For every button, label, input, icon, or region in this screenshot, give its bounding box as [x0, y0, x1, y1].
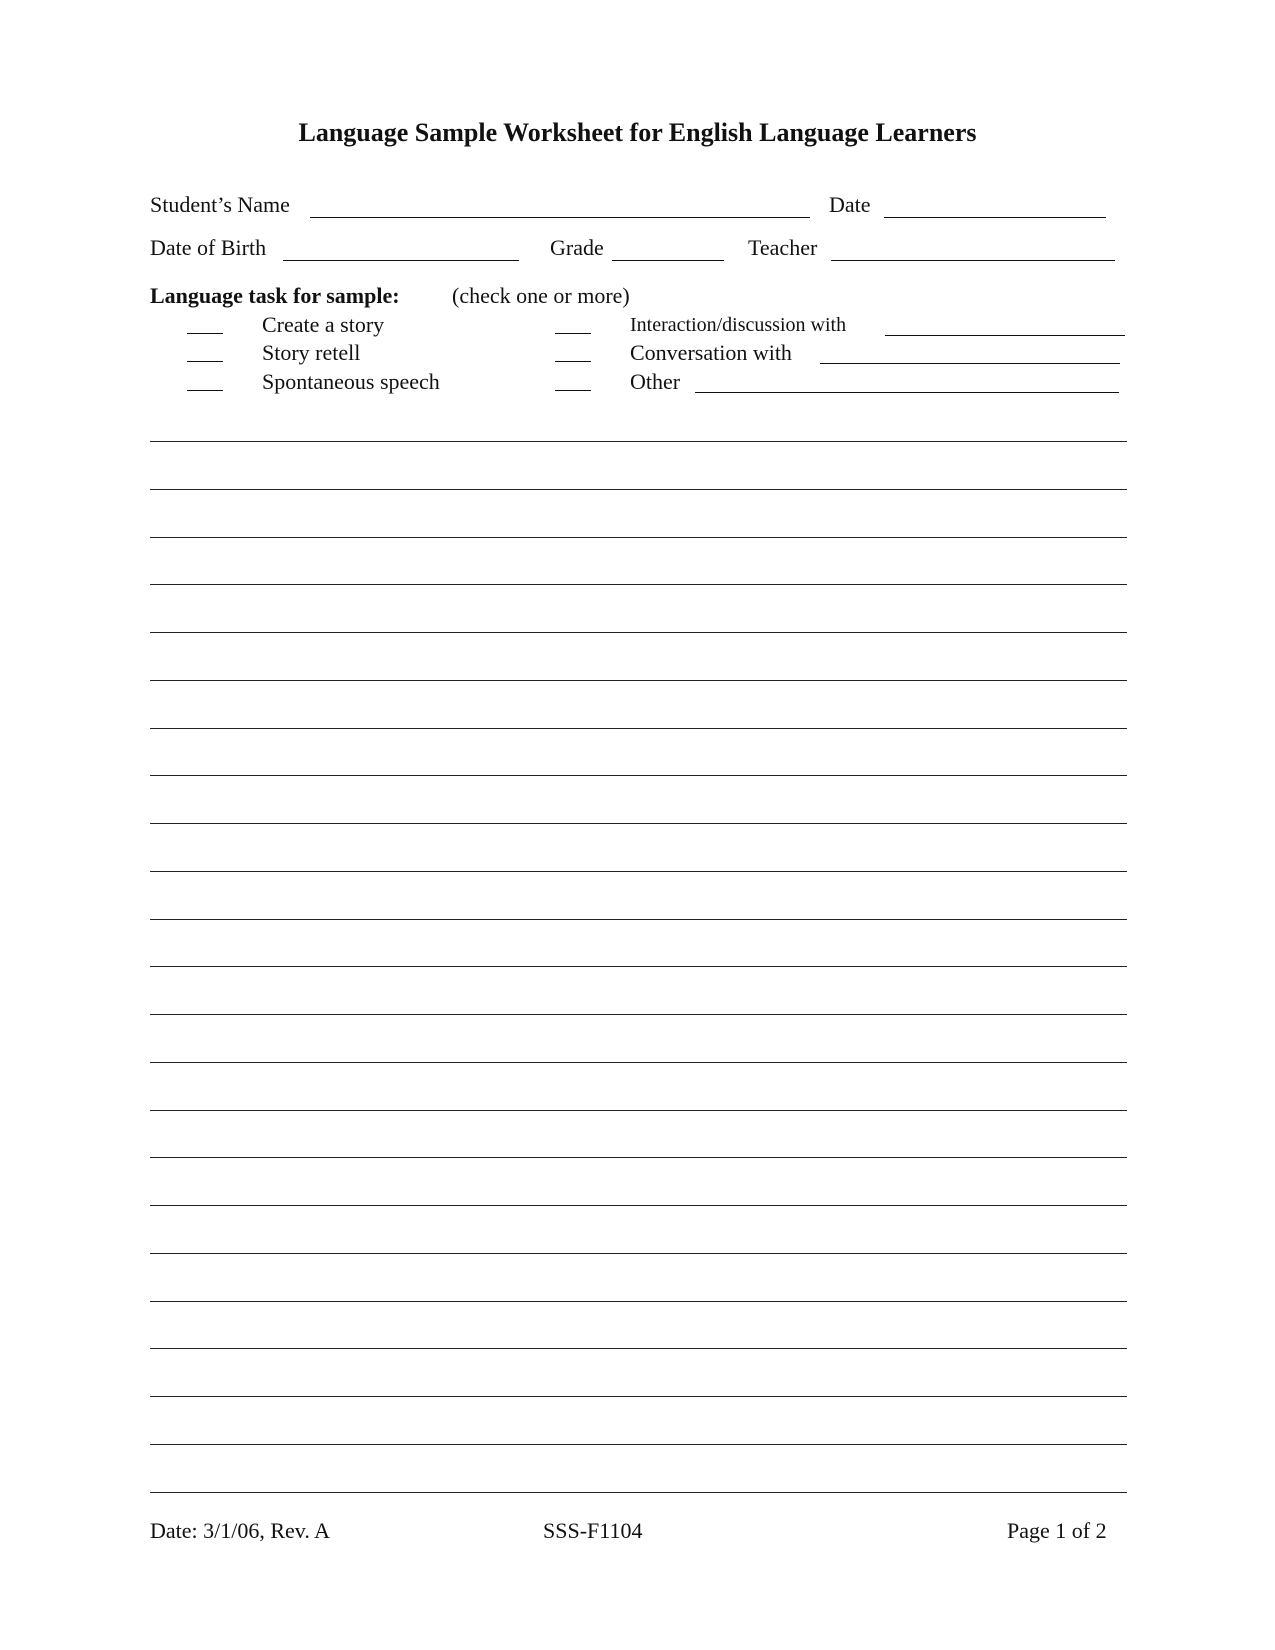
writing-line[interactable]	[150, 537, 1127, 538]
writing-line[interactable]	[150, 871, 1127, 872]
page-title: Language Sample Worksheet for English Language Learners	[298, 118, 977, 147]
grade-label: Grade	[550, 235, 604, 260]
writing-line[interactable]	[150, 1444, 1127, 1445]
checkbox-conversation[interactable]	[555, 361, 591, 362]
option-spontaneous-speech: Spontaneous speech	[262, 369, 440, 394]
writing-line[interactable]	[150, 1253, 1127, 1254]
conversation-with-field[interactable]	[820, 363, 1120, 364]
footer-form-id: SSS-F1104	[543, 1518, 643, 1543]
student-name-field[interactable]	[310, 217, 810, 218]
writing-line[interactable]	[150, 632, 1127, 633]
teacher-field[interactable]	[831, 260, 1115, 261]
date-label: Date	[829, 192, 871, 217]
grade-field[interactable]	[612, 260, 724, 261]
option-create-story: Create a story	[262, 312, 385, 337]
checkbox-spontaneous-speech[interactable]	[187, 390, 223, 391]
writing-line[interactable]	[150, 1348, 1127, 1349]
writing-line[interactable]	[150, 1014, 1127, 1015]
writing-line[interactable]	[150, 728, 1127, 729]
writing-line[interactable]	[150, 1062, 1127, 1063]
option-conversation: Conversation with	[630, 340, 792, 365]
option-story-retell: Story retell	[262, 340, 361, 365]
writing-line[interactable]	[150, 1110, 1127, 1111]
other-field[interactable]	[695, 392, 1119, 393]
writing-line[interactable]	[150, 775, 1127, 776]
checkbox-interaction[interactable]	[555, 333, 591, 334]
interaction-with-field[interactable]	[885, 335, 1125, 336]
teacher-label: Teacher	[748, 235, 818, 260]
writing-line[interactable]	[150, 919, 1127, 920]
writing-line[interactable]	[150, 1205, 1127, 1206]
date-of-birth-label: Date of Birth	[150, 235, 267, 260]
checkbox-create-story[interactable]	[187, 333, 223, 334]
task-section-label: Language task for sample:	[150, 283, 400, 308]
writing-line[interactable]	[150, 489, 1127, 490]
checkbox-story-retell[interactable]	[187, 361, 223, 362]
footer-date: Date: 3/1/06, Rev. A	[150, 1518, 331, 1543]
writing-line[interactable]	[150, 966, 1127, 967]
writing-line[interactable]	[150, 441, 1127, 442]
writing-line[interactable]	[150, 1396, 1127, 1397]
option-other: Other	[630, 369, 681, 394]
task-section-note: (check one or more)	[452, 283, 630, 308]
date-field[interactable]	[884, 217, 1106, 218]
date-of-birth-field[interactable]	[283, 260, 519, 261]
writing-line[interactable]	[150, 823, 1127, 824]
writing-line[interactable]	[150, 584, 1127, 585]
footer-page-number: Page 1 of 2	[1007, 1518, 1107, 1543]
student-name-label: Student’s Name	[150, 192, 290, 217]
writing-line[interactable]	[150, 680, 1127, 681]
writing-line[interactable]	[150, 1157, 1127, 1158]
writing-line[interactable]	[150, 1301, 1127, 1302]
checkbox-other[interactable]	[555, 390, 591, 391]
option-interaction: Interaction/discussion with	[630, 314, 847, 336]
writing-line[interactable]	[150, 1492, 1127, 1493]
